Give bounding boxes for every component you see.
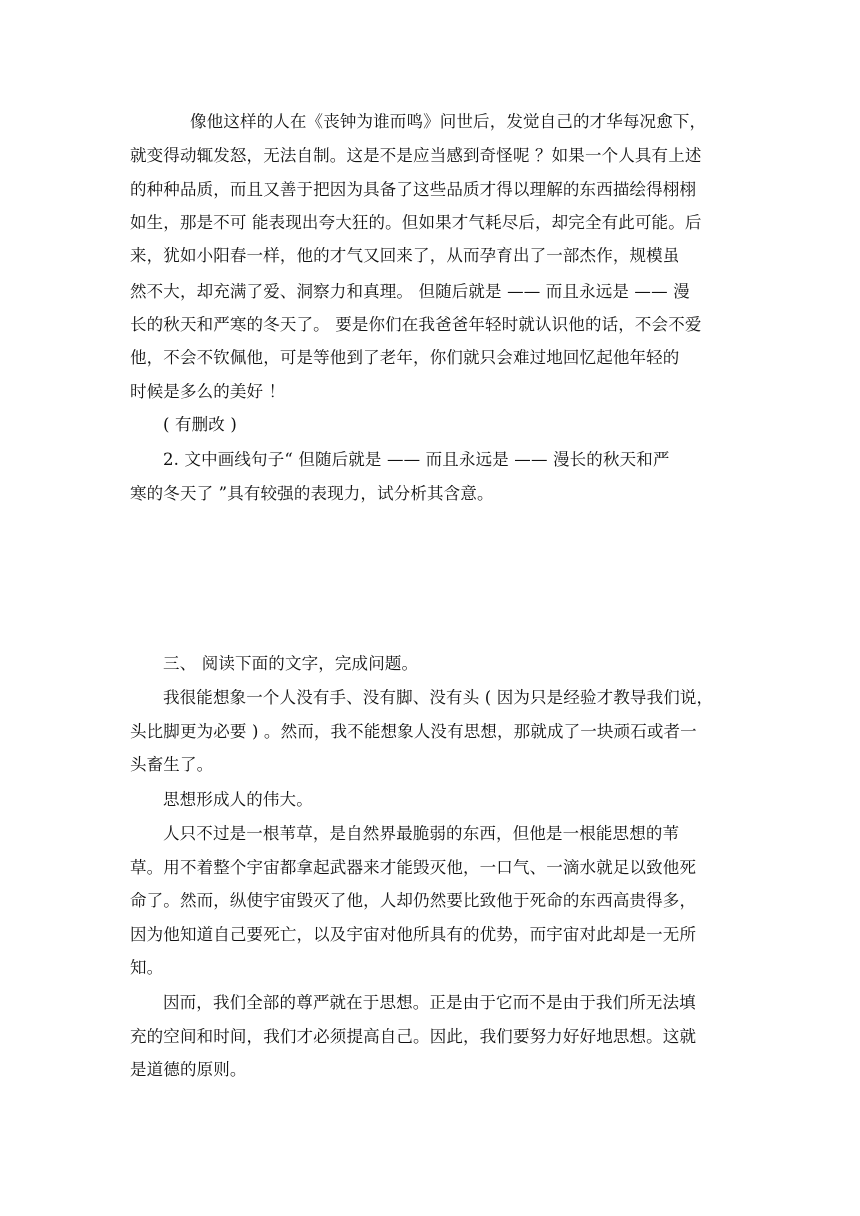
paragraph-line: 因为他知道自己要死亡，以及宇宙对他所具有的优势，而宇宙对此却是一无所 <box>130 925 697 944</box>
paragraph-line: 是道德的原则。 <box>130 1060 247 1079</box>
passage-line: 就变得动辄发怒，无法自制。这是不是应当感到奇怪呢 ？如果一个人具有上述 <box>130 146 702 165</box>
paragraph-line: 知。 <box>130 958 164 977</box>
passage-line: 如生，那是不可 能表现出夸大狂的。但如果才气耗尽后，却完全有此可能。后 <box>130 213 702 232</box>
paragraph-line: 人只不过是一根苇草，是自然界最脆弱的东西，但他是一根能思想的苇 <box>163 824 680 843</box>
passage-line: 来，犹如小阳春一样，他的才气又回来了，从而孕育出了一部杰作，规模虽 <box>130 246 680 265</box>
paragraph-line: 因而，我们全部的尊严就在于思想。正是由于它而不是由于我们所无法填 <box>163 993 696 1012</box>
paragraph-line: 草。用不着整个宇宙都拿起武器来才能毁灭他，一口气、一滴水就足以致他死 <box>130 858 697 877</box>
section-heading: 三、 阅读下面的文字，完成问题。 <box>163 654 419 673</box>
revision-note: ( 有删改 ) <box>163 415 237 434</box>
passage-line: 然不大，却充满了爱、洞察力和真理。 但随后就是 —— 而且永远是 —— 漫 <box>130 282 690 301</box>
passage-line: 像他这样的人在《丧钟为谁而鸣》问世后，发觉自己的才华每况愈下， <box>190 112 707 131</box>
paragraph-line: 充的空间和时间，我们才必须提高自己。因此，我们要努力好好地思想。这就 <box>130 1027 697 1046</box>
passage-line: 他，不会不钦佩他，可是等他到了老年，你们就只会难过地回忆起他年轻的 <box>130 348 680 367</box>
passage-line: 时候是多么的美好 ！ <box>130 382 286 401</box>
paragraph-line: 命了。然而，纵使宇宙毁灭了他，人却仍然要比致他于死命的东西高贵得多， <box>130 891 697 910</box>
passage-line: 的种种品质，而且又善于把因为具备了这些品质才得以理解的东西描绘得栩栩 <box>130 180 697 199</box>
paragraph-line: 头畜生了。 <box>130 755 214 774</box>
paragraph-line: 思想形成人的伟大。 <box>163 790 313 809</box>
paragraph-line: 我很能想象一个人没有手、没有脚、没有头 ( 因为只是经验才教导我们说， <box>163 688 714 707</box>
question-line: 2. 文中画线句子“ 但随后就是 —— 而且永远是 —— 漫长的秋天和严 <box>163 450 670 469</box>
question-line: 寒的冬天了 ”具有较强的表现力，试分析其含意。 <box>130 484 494 503</box>
passage-line: 长的秋天和严寒的冬天了。 要是你们在我爸爸年轻时就认识他的话，不会不爱 <box>130 315 702 334</box>
paragraph-line: 头比脚更为必要 ) 。然而，我不能想象人没有思想，那就成了一块顽石或者一 <box>130 722 697 741</box>
